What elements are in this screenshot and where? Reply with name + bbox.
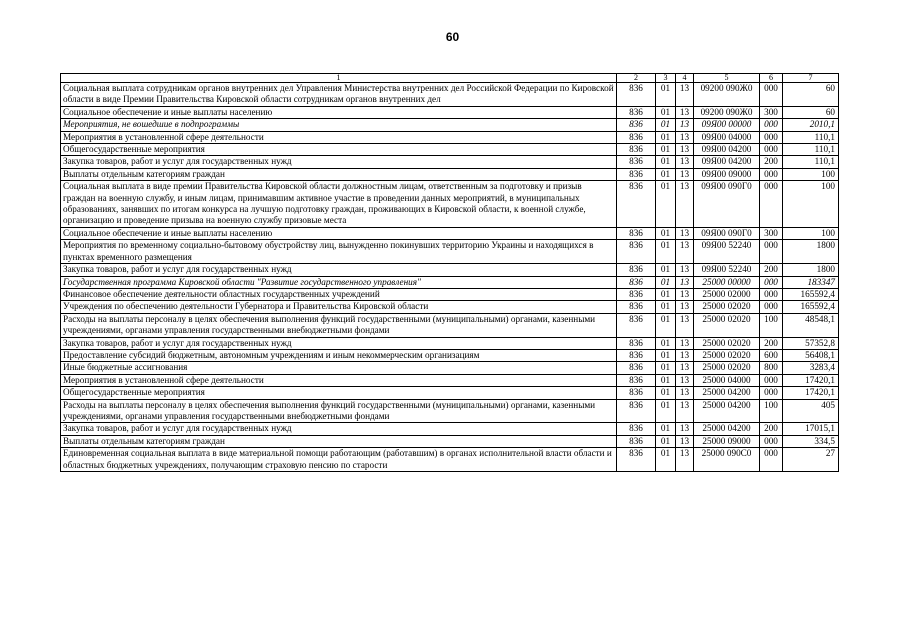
amount-cell: 17420,1 [783,374,839,386]
subsection-cell: 13 [676,168,694,180]
amount-cell: 110,1 [783,156,839,168]
table-row [61,301,839,313]
admin-code-cell: 836 [617,435,656,447]
table-row [61,156,839,168]
subsection-cell: 13 [676,387,694,399]
subsection-cell: 13 [676,435,694,447]
amount-cell: 17420,1 [783,387,839,399]
target-article-cell: 25000 00000 [694,276,760,288]
section-cell: 01 [656,301,676,313]
expense-type-cell: 600 [760,349,783,361]
amount-cell: 57352,8 [783,337,839,349]
expense-type-cell: 300 [760,106,783,118]
admin-code-cell: 836 [617,168,656,180]
row-name-cell: Государственная программа Кировской области "Развитие государственного управления" [61,276,617,288]
admin-code-cell: 836 [617,181,656,228]
admin-code-cell: 836 [617,264,656,276]
row-name-cell: Иные бюджетные ассигнования [61,362,617,374]
table-row [61,131,839,143]
subsection-cell: 13 [676,399,694,423]
admin-code-cell: 836 [617,156,656,168]
table-row [61,168,839,180]
table-row [61,276,839,288]
section-cell: 01 [656,181,676,228]
amount-cell: 100 [783,227,839,239]
section-cell: 01 [656,119,676,131]
section-cell: 01 [656,106,676,118]
amount-cell: 48548,1 [783,313,839,337]
subsection-cell: 13 [676,264,694,276]
section-cell: 01 [656,349,676,361]
row-name-cell: Социальная выплата в виде премии Правительства Кировской области должностным лицам, ответственным за подготовку и призыв граждан на военную службу, и иным лицам, принимавшим активное участие в проведении данных мероприятий, в муниципальных образованиях, занявших по итогам конкурса на лучшую подготовку граждан, проживающих в Кировской области, к военной службе, организацию и проведение призыва на военную службу призовые места [61,181,617,228]
target-article-cell: 25000 02000 [694,288,760,300]
row-name-cell: Мероприятия в установленной сфере деятельности [61,374,617,386]
admin-code-cell: 836 [617,144,656,156]
amount-cell: 3283,4 [783,362,839,374]
row-name-cell: Выплаты отдельным категориям граждан [61,435,617,447]
admin-code-cell: 836 [617,106,656,118]
expense-type-cell: 200 [760,337,783,349]
row-name-cell: Единовременная социальная выплата в виде материальной помощи работающим (работавшим) в органах исполнительной власти области и областных бюджетных учреждениях, получающим страховую пенсию по старости [61,448,617,472]
section-cell: 01 [656,387,676,399]
amount-cell: 17015,1 [783,423,839,435]
target-article-cell: 09Я00 04200 [694,156,760,168]
table-row [61,349,839,361]
amount-cell: 405 [783,399,839,423]
admin-code-cell: 836 [617,387,656,399]
subsection-cell: 13 [676,131,694,143]
section-cell: 01 [656,423,676,435]
amount-cell: 60 [783,106,839,118]
target-article-cell: 09Я00 090Г0 [694,227,760,239]
admin-code-cell: 836 [617,349,656,361]
amount-cell: 100 [783,181,839,228]
amount-cell: 110,1 [783,144,839,156]
table-row [61,227,839,239]
section-cell: 01 [656,144,676,156]
section-cell: 01 [656,240,676,264]
row-name-cell: Закупка товаров, работ и услуг для государственных нужд [61,264,617,276]
expense-type-cell: 000 [760,301,783,313]
subsection-cell: 13 [676,227,694,239]
target-article-cell: 09Я00 04200 [694,144,760,156]
subsection-cell: 13 [676,362,694,374]
section-cell: 01 [656,448,676,472]
table-row [61,240,839,264]
target-article-cell: 25000 04200 [694,423,760,435]
row-name-cell: Учреждения по обеспечению деятельности Губернатора и Правительства Кировской области [61,301,617,313]
subsection-cell: 13 [676,301,694,313]
amount-cell: 334,5 [783,435,839,447]
row-name-cell: Социальное обеспечение и иные выплаты населению [61,106,617,118]
section-cell: 01 [656,156,676,168]
row-name-cell: Социальное обеспечение и иные выплаты населению [61,227,617,239]
header-cell: 5 [694,74,760,83]
table-row [61,144,839,156]
expense-type-cell: 000 [760,435,783,447]
section-cell: 01 [656,276,676,288]
table-row [61,106,839,118]
amount-cell: 2010,1 [783,119,839,131]
row-name-cell: Расходы на выплаты персоналу в целях обеспечения выполнения функций государственными (муниципальными) органами, казенными учреждениями, органами управления государственными внебюджетными фондами [61,399,617,423]
target-article-cell: 25000 04200 [694,399,760,423]
section-cell: 01 [656,374,676,386]
header-cell: 7 [783,74,839,83]
row-name-cell: Выплаты отдельным категориям граждан [61,168,617,180]
expense-type-cell: 000 [760,131,783,143]
header-cell: 2 [617,74,656,83]
admin-code-cell: 836 [617,374,656,386]
target-article-cell: 25000 02020 [694,349,760,361]
row-name-cell: Мероприятия по временному социально-бытовому обустройству лиц, вынужденно покинувших территорию Украины и находящихся в пунктах временного размещения [61,240,617,264]
expense-type-cell: 000 [760,83,783,107]
section-cell: 01 [656,313,676,337]
table-row [61,435,839,447]
section-cell: 01 [656,337,676,349]
subsection-cell: 13 [676,276,694,288]
budget-table [60,73,839,472]
row-name-cell: Закупка товаров, работ и услуг для государственных нужд [61,337,617,349]
target-article-cell: 09Я00 52240 [694,240,760,264]
amount-cell: 1800 [783,240,839,264]
table-row [61,119,839,131]
target-article-cell: 25000 02020 [694,362,760,374]
subsection-cell: 13 [676,83,694,107]
row-name-cell: Закупка товаров, работ и услуг для государственных нужд [61,423,617,435]
target-article-cell: 09Я00 090Г0 [694,181,760,228]
amount-cell: 100 [783,168,839,180]
amount-cell: 183347 [783,276,839,288]
table-row [61,362,839,374]
expense-type-cell: 100 [760,313,783,337]
target-article-cell: 25000 04200 [694,387,760,399]
expense-type-cell: 800 [760,362,783,374]
expense-type-cell: 000 [760,276,783,288]
target-article-cell: 09Я00 09000 [694,168,760,180]
admin-code-cell: 836 [617,448,656,472]
target-article-cell: 09200 090Ж0 [694,106,760,118]
section-cell: 01 [656,264,676,276]
target-article-cell: 25000 02020 [694,313,760,337]
page-number: 60 [445,30,460,44]
section-cell: 01 [656,288,676,300]
target-article-cell: 25000 09000 [694,435,760,447]
amount-cell: 1800 [783,264,839,276]
amount-cell: 60 [783,83,839,107]
section-cell: 01 [656,227,676,239]
row-name-cell: Общегосударственные мероприятия [61,144,617,156]
admin-code-cell: 836 [617,301,656,313]
target-article-cell: 09Я00 52240 [694,264,760,276]
table-row [61,181,839,228]
expense-type-cell: 100 [760,399,783,423]
subsection-cell: 13 [676,181,694,228]
row-name-cell: Финансовое обеспечение деятельности областных государственных учреждений [61,288,617,300]
expense-type-cell: 200 [760,156,783,168]
subsection-cell: 13 [676,119,694,131]
table-row [61,288,839,300]
row-name-cell: Социальная выплата сотрудникам органов внутренних дел Управления Министерства внутренних дел Российской Федерации по Кировской области в виде Премии Правительства Кировской области сотрудникам органов внутренних дел [61,83,617,107]
target-article-cell: 09Я00 00000 [694,119,760,131]
subsection-cell: 13 [676,349,694,361]
target-article-cell: 09200 090Ж0 [694,83,760,107]
admin-code-cell: 836 [617,119,656,131]
section-cell: 01 [656,131,676,143]
admin-code-cell: 836 [617,227,656,239]
row-name-cell: Мероприятия, не вошедшие в подпрограммы [61,119,617,131]
section-cell: 01 [656,399,676,423]
subsection-cell: 13 [676,423,694,435]
admin-code-cell: 836 [617,131,656,143]
subsection-cell: 13 [676,288,694,300]
expense-type-cell: 000 [760,119,783,131]
subsection-cell: 13 [676,156,694,168]
table-row [61,337,839,349]
row-name-cell: Расходы на выплаты персоналу в целях обеспечения выполнения функций государственными (муниципальными) органами, казенными учреждениями, органами управления государственными внебюджетными фондами [61,313,617,337]
table-row [61,448,839,472]
section-cell: 01 [656,362,676,374]
target-article-cell: 25000 090С0 [694,448,760,472]
expense-type-cell: 000 [760,387,783,399]
header-cell: 6 [760,74,783,83]
row-name-cell: Мероприятия в установленной сфере деятельности [61,131,617,143]
subsection-cell: 13 [676,448,694,472]
expense-type-cell: 300 [760,227,783,239]
subsection-cell: 13 [676,106,694,118]
admin-code-cell: 836 [617,337,656,349]
section-cell: 01 [656,168,676,180]
header-cell: 1 [61,74,617,83]
table-row [61,83,839,107]
row-name-cell: Предоставление субсидий бюджетным, автономным учреждениям и иным некоммерческим организациям [61,349,617,361]
target-article-cell: 25000 02020 [694,337,760,349]
expense-type-cell: 000 [760,288,783,300]
expense-type-cell: 000 [760,240,783,264]
section-cell: 01 [656,435,676,447]
table-row [61,399,839,423]
table-row [61,264,839,276]
subsection-cell: 13 [676,240,694,264]
expense-type-cell: 000 [760,374,783,386]
subsection-cell: 13 [676,144,694,156]
row-name-cell: Закупка товаров, работ и услуг для государственных нужд [61,156,617,168]
table-header-row [61,74,839,83]
amount-cell: 27 [783,448,839,472]
admin-code-cell: 836 [617,362,656,374]
table-row [61,313,839,337]
expense-type-cell: 200 [760,423,783,435]
admin-code-cell: 836 [617,276,656,288]
target-article-cell: 25000 04000 [694,374,760,386]
subsection-cell: 13 [676,313,694,337]
amount-cell: 165592,4 [783,288,839,300]
table-row [61,423,839,435]
header-cell: 3 [656,74,676,83]
admin-code-cell: 836 [617,240,656,264]
section-cell: 01 [656,83,676,107]
expense-type-cell: 000 [760,448,783,472]
expense-type-cell: 200 [760,264,783,276]
header-cell: 4 [676,74,694,83]
admin-code-cell: 836 [617,288,656,300]
table-row [61,387,839,399]
amount-cell: 110,1 [783,131,839,143]
expense-type-cell: 000 [760,168,783,180]
amount-cell: 165592,4 [783,301,839,313]
target-article-cell: 09Я00 04000 [694,131,760,143]
admin-code-cell: 836 [617,83,656,107]
expense-type-cell: 000 [760,144,783,156]
table-row [61,374,839,386]
admin-code-cell: 836 [617,313,656,337]
admin-code-cell: 836 [617,423,656,435]
row-name-cell: Общегосударственные мероприятия [61,387,617,399]
subsection-cell: 13 [676,337,694,349]
subsection-cell: 13 [676,374,694,386]
amount-cell: 56408,1 [783,349,839,361]
expense-type-cell: 000 [760,181,783,228]
admin-code-cell: 836 [617,399,656,423]
target-article-cell: 25000 02020 [694,301,760,313]
